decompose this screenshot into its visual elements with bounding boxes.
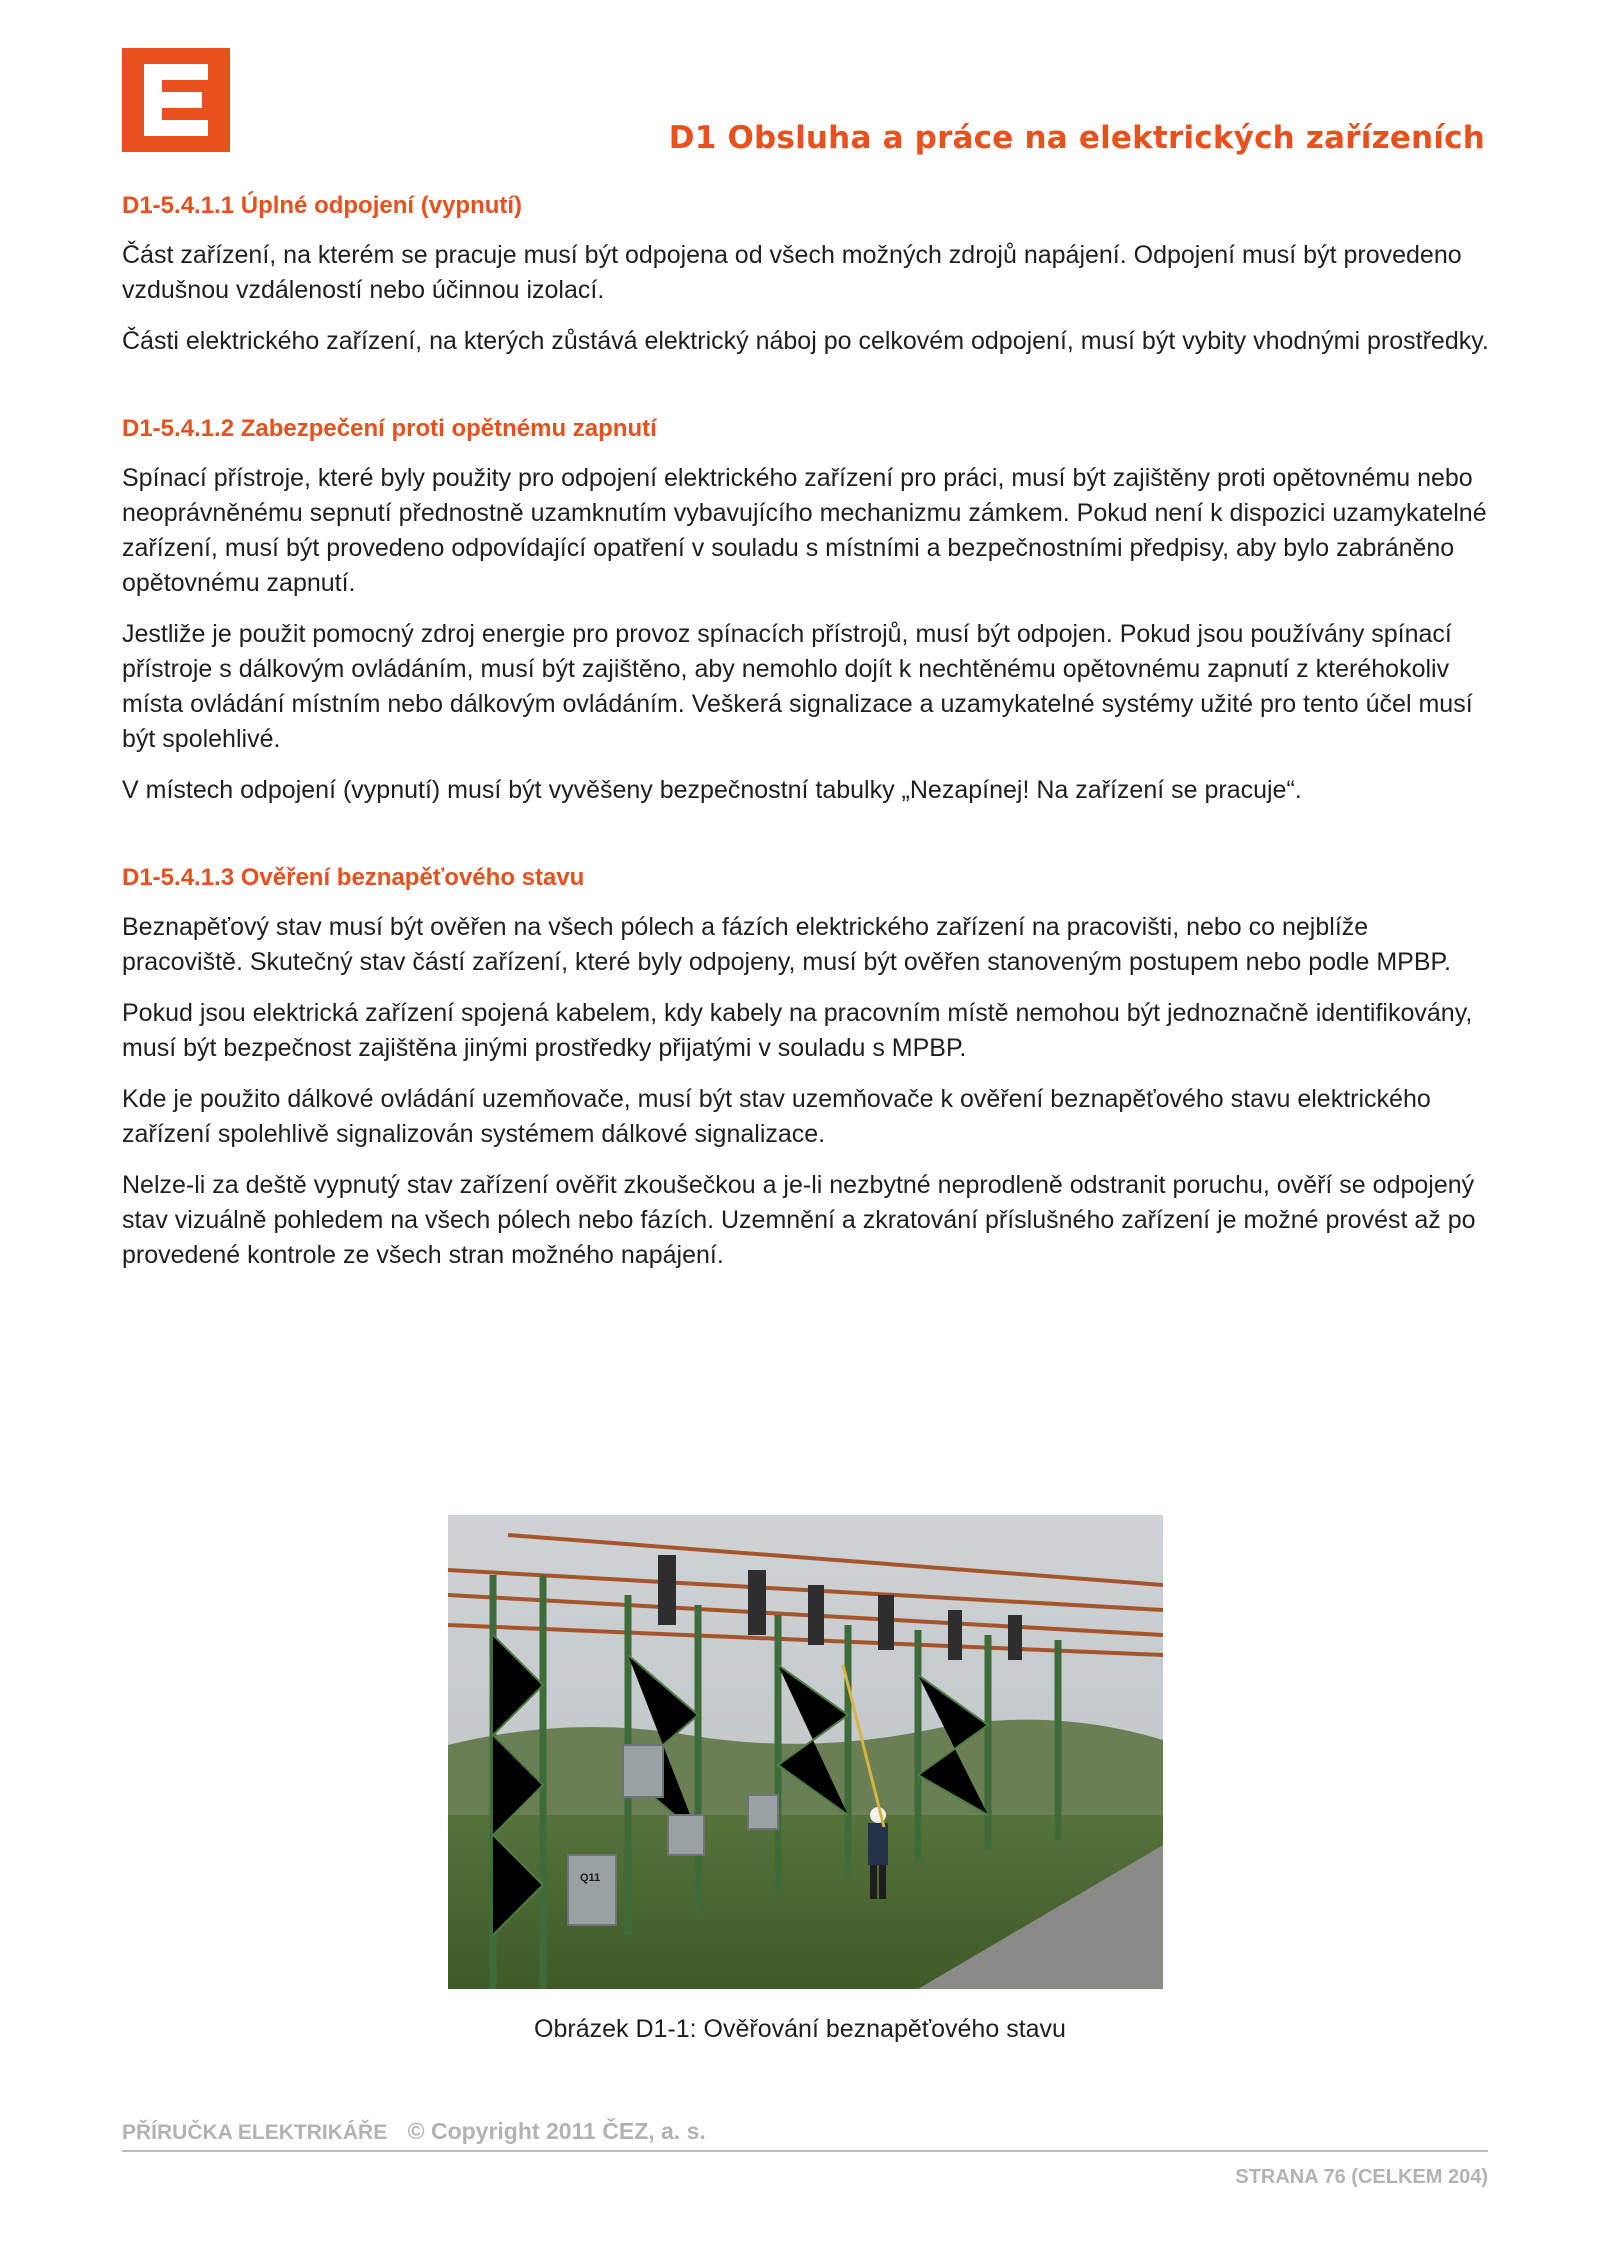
section-heading: D1-5.4.1.1 Úplné odpojení (vypnutí) xyxy=(122,192,523,219)
footer-publication: PŘÍRUČKA ELEKTRIKÁŘE xyxy=(122,2121,388,2144)
equipment-label: Q11 xyxy=(580,1872,601,1884)
paragraph: Části elektrického zařízení, na kterých zůstává elektrický náboj po celkovém odpojení, musí být vybity vhodnými prostředky. xyxy=(122,327,1489,355)
paragraph: Spínací přístroje, které byly použity pro odpojení elektrického zařízení pro práci, musí být zajištěny proti opětovnému nebo neoprávněnému sepnutí přednostně uzamknutím vybavujícího mechanizmu zámkem. Pokud není k dispozici uzamykatelné zařízení, musí být provedeno odpovídající opatření v souladu s místními a bezpečnostními předpisy, aby bylo zabráněno opětovnému zapnutí. xyxy=(122,464,1487,597)
paragraph: Beznapěťový stav musí být ověřen na všech pólech a fázích elektrického zařízení na pracovišti, nebo co nejblíže pracoviště. Skutečný stav částí zařízení, které byly odpojeny, musí být ověřen stanoveným postupem nebo podle MPBP. xyxy=(122,913,1451,976)
paragraph: Pokud jsou elektrická zařízení spojená kabelem, kdy kabely na pracovním místě nemohou být jednoznačně identifikovány, musí být bezpečnost zajištěna jinými prostředky přijatými v souladu s MPBP. xyxy=(122,999,1473,1062)
footer-copyright xyxy=(122,2118,706,2145)
paragraph: Kde je použito dálkové ovládání uzemňovače, musí být stav uzemňovače k ověření beznapěťového stavu elektrického zařízení spolehlivě signalizován systémem dálkové signalizace. xyxy=(122,1085,1431,1148)
substation-photo xyxy=(448,1515,1163,1989)
cez-logo-icon xyxy=(122,48,230,152)
paragraph: Část zařízení, na kterém se pracuje musí být odpojena od všech možných zdrojů napájení. Odpojení musí být provedeno vzdušnou vzdáleností nebo účinnou izolací. xyxy=(122,241,1462,304)
footer-divider xyxy=(122,2150,1488,2152)
page-number: STRANA 76 (CELKEM 204) xyxy=(1235,2166,1488,2188)
footer-copyright-text: © Copyright 2011 ČEZ, a. s. xyxy=(407,2118,706,2144)
document-title: D1 Obsluha a práce na elektrických zařízeních xyxy=(668,120,1485,156)
paragraph: V místech odpojení (vypnutí) musí být vyvěšeny bezpečnostní tabulky „Nezapínej! Na zařízení se pracuje“. xyxy=(122,776,1302,804)
paragraph: Jestliže je použit pomocný zdroj energie pro provoz spínacích přístrojů, musí být odpojen. Pokud jsou používány spínací přístroje s dálkovým ovládáním, musí být zajištěno, aby nemohlo dojít k nechtěnému opětovnému zapnutí z kteréhokoliv místa ovládání místním nebo dálkovým ovládáním. Veškerá signalizace a uzamykatelné systémy užité pro tento účel musí být spolehlivé. xyxy=(122,620,1473,753)
section-full-disconnection xyxy=(122,192,1490,359)
figure-caption: Obrázek D1-1: Ověřování beznapěťového stavu xyxy=(534,2015,1066,2043)
section-heading: D1-5.4.1.2 Zabezpečení proti opětnému zapnutí xyxy=(122,415,657,442)
section-heading: D1-5.4.1.3 Ověření beznapěťového stavu xyxy=(122,864,585,891)
section-voltage-verification xyxy=(122,864,1490,1273)
paragraph: Nelze-li za deště vypnutý stav zařízení ověřit zkoušečkou a je-li nezbytné neprodleně odstranit poruchu, ověří se odpojený stav vizuálně pohledem na všech pólech nebo fázích. Uzemnění a zkratování příslušného zařízení je možné provést až po provedené kontrole ze všech stran možného napájení. xyxy=(122,1171,1476,1269)
page-content xyxy=(122,192,1490,1329)
section-reclosing-protection xyxy=(122,415,1490,808)
